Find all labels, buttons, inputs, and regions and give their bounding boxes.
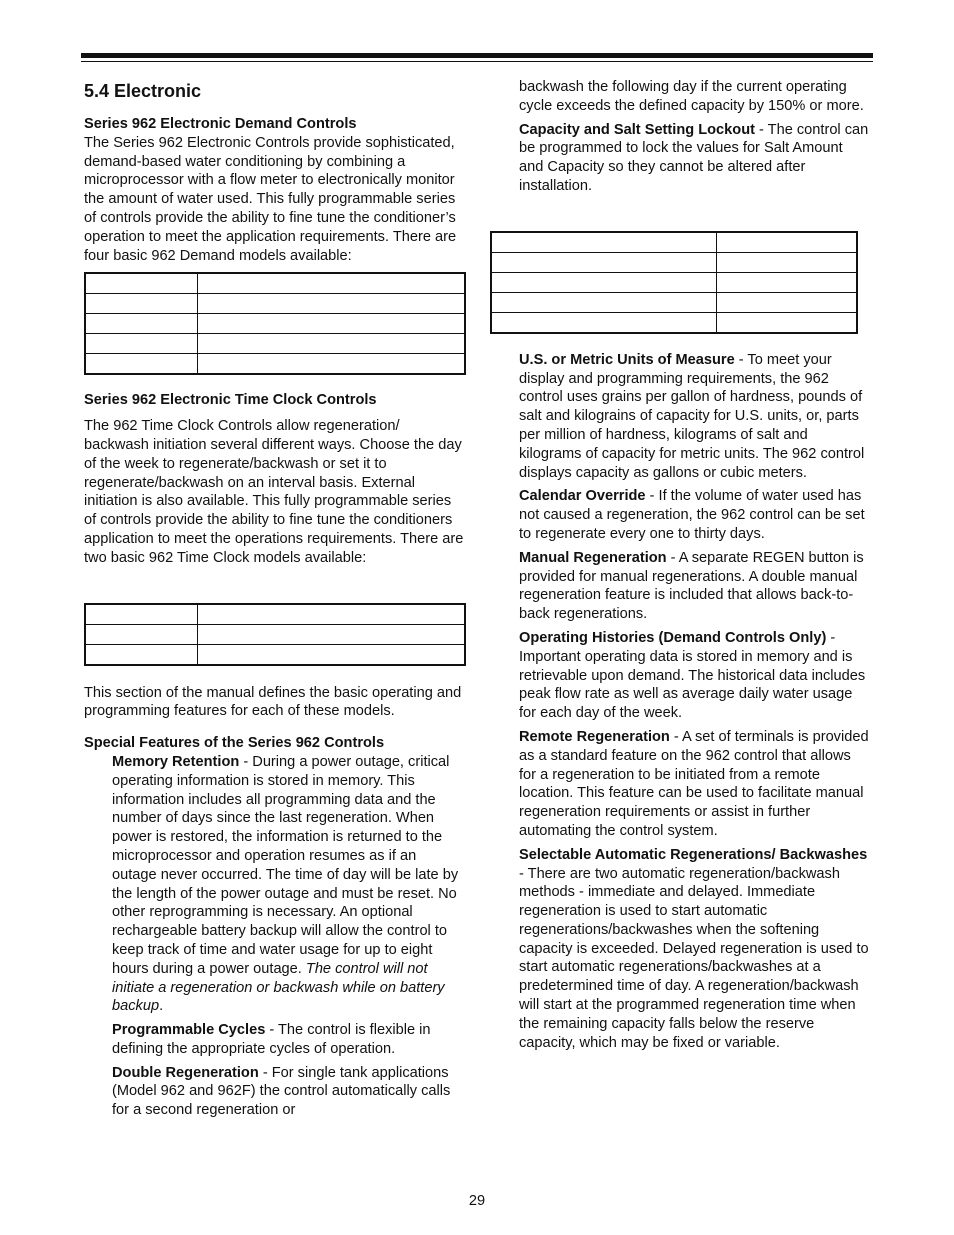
right-column [519,78,871,1052]
settings-table [490,231,858,334]
remote-regeneration-label: Remote Regeneration [519,728,670,745]
table-cell [716,272,857,292]
table-cell [85,624,197,644]
table-row [85,604,465,625]
memory-retention-paragraph [112,753,464,1016]
table-cell [197,294,465,314]
timeclock-body: The 962 Time Clock Controls allow regeneration/ backwash initiation several different ways. Choose the day of the week to regenerate/backwash or set it to regenerate/backwash on an interval basis. External initiation is also available. This fully programmable series of controls provide the ability to fine tune the conditioners application to meet the operations requirements. There are two basic 962 Time Clock models available: [84,418,464,566]
lockout-paragraph [519,121,871,196]
remote-regeneration-paragraph [519,728,871,841]
programmable-cycles-paragraph [112,1021,464,1059]
selectable-regenerations-text: - There are two automatic regeneration/backwash methods - immediate and delayed. Immediate regeneration is used to start automatic regenerations/backwashes when the softening capacity is exceeded. Delayed regeneration is used to start automatic regenerations/backwashes at a predetermined time of day. A regeneration/backwash will start at the programmed regeneration time when the remaining capacity falls below the reserve capacity, which may be fixed or variable. [519,865,869,1051]
calendar-override-text: - If the volume of water used has not caused a regeneration, the 962 control can be set to regenerate every one to thirty days. [519,488,865,542]
table-row [491,272,857,292]
special-features-heading: Special Features of the Series 962 Controls [84,735,385,752]
table-cell [197,354,465,375]
memory-retention-label: Memory Retention [112,753,240,770]
manual-regeneration-label: Manual Regeneration [519,549,667,566]
remote-regeneration-text: - A set of terminals is provided as a standard feature on the 962 control that allows for a regeneration to be initiated from a remote location. This feature can be used to facilitate manual regeneration requirements or assist in further automating the control system. [519,728,869,839]
header-rule-thin [81,61,873,62]
operating-histories-paragraph [519,629,871,723]
table-cell [716,292,857,312]
lockout-text: - The control can be programmed to lock the values for Salt Amount and Capacity so they cannot be altered after installation. [519,121,869,194]
table-row [85,273,465,294]
table-cell [197,334,465,354]
table-cell [491,272,716,292]
table-cell [197,644,465,665]
header-rule-thick [81,53,873,58]
demand-models-table [84,272,466,375]
table-row [85,354,465,375]
section-intro: This section of the manual defines the basic operating and programming features for each of these models. [84,684,462,720]
section-title: 5.4 Electronic [84,81,202,101]
timeclock-models-table [84,603,466,666]
memory-retention-note: The control will not initiate a regeneration or backwash while on battery backup [112,960,445,1015]
demand-heading: Series 962 Electronic Demand Controls [84,116,357,132]
table-cell [85,644,197,665]
double-regeneration-continued: backwash the following day if the current operating cycle exceeds the defined capacity by 150% or more. [519,79,864,114]
demand-body: The Series 962 Electronic Controls provide sophisticated, demand-based water conditioning by combining a microprocessor with a flow meter to electronically monitor the amount of water used. This fully programmable series of controls provide the ability to fine tune the conditioner’s operation to meet the application requirements. There are four basic 962 Demand models available: [84,134,457,264]
table-cell [197,273,465,294]
units-label: U.S. or Metric Units of Measure [519,351,735,368]
table-row [491,252,857,272]
page-number: 29 [468,1193,486,1209]
table-cell [197,604,465,625]
selectable-regenerations-label: Selectable Automatic Regenerations/ Backwashes [519,846,868,863]
operating-histories-text: - Important operating data is stored in memory and is retrievable upon demand. The historical data includes peak flow rate as well as average daily water usage for each day of the week. [519,629,866,722]
table-cell [491,232,716,253]
double-regeneration-text: - For single tank applications (Model 962 and 962F) the control automatically calls for a second regeneration or [112,1064,451,1119]
programmable-cycles-text: - The control is flexible in defining the appropriate cycles of operation. [112,1022,431,1057]
programmable-cycles-label: Programmable Cycles [112,1022,266,1039]
table-cell [491,292,716,312]
table-cell [85,294,197,314]
timeclock-heading: Series 962 Electronic Time Clock Controls [84,392,377,409]
table-row [85,314,465,334]
double-regeneration-label: Double Regeneration [112,1064,259,1081]
table-cell [716,312,857,333]
table-row [85,294,465,314]
table-row [85,334,465,354]
table-row [85,644,465,665]
operating-histories-label: Operating Histories (Demand Controls Only) [519,629,827,646]
table-row [85,624,465,644]
table-cell [85,354,197,375]
table-cell [197,314,465,334]
table-cell [85,334,197,354]
manual-regeneration-text: - A separate REGEN button is provided for manual regenerations. A double manual regeneration feature is included that allows back-to-back regenerations. [519,549,864,623]
table-cell [85,273,197,294]
table-cell [85,314,197,334]
table-cell [716,252,857,272]
selectable-regenerations-paragraph [519,846,871,1053]
memory-retention-end: . [159,998,164,1015]
left-column [84,78,464,1120]
units-paragraph [519,351,871,483]
table-cell [491,312,716,333]
lockout-label: Capacity and Salt Setting Lockout [519,121,755,138]
double-regeneration-paragraph [112,1064,464,1120]
table-cell [491,252,716,272]
calendar-override-label: Calendar Override [519,488,646,505]
calendar-override-paragraph [519,487,871,543]
table-row [491,292,857,312]
table-cell [85,604,197,625]
table-row [491,312,857,333]
table-row [491,232,857,253]
manual-regeneration-paragraph [519,549,871,624]
table-cell [716,232,857,253]
table-cell [197,624,465,644]
units-text: - To meet your display and programming requirements, the 962 control uses grains per gallon of hardness, pounds of salt and kilograins of capacity for U.S. units, or, parts per million of hardness, kilograms of salt and kilograms of capacity for metric units. The 962 control displays capacity as gallons or cubic meters. [519,351,865,481]
memory-retention-text: - During a power outage, critical operating information is stored in memory. This information includes all programming data and the number of days since the last regeneration. When power is restored, the information is returned to the microprocessor and operation resumes as if an outage never occurred. The time of day will be late by the length of the power outage and must be reset. No other reprogramming is necessary. An optional rechargeable battery backup will allow the control to keep track of time and water usage for up to eight hours during a power outage. [112,753,459,977]
